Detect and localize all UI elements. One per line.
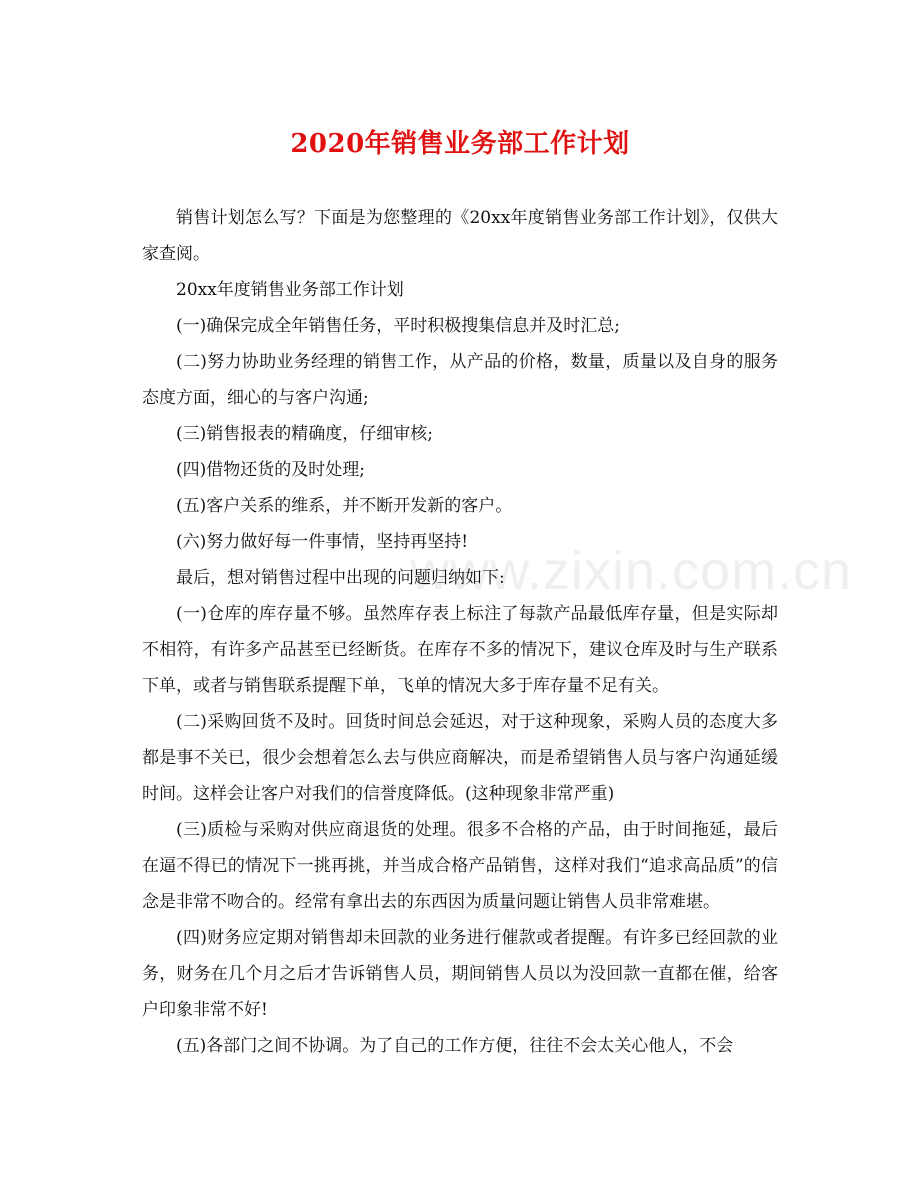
plan-item-1: (一)确保完成全年销售任务，平时积极搜集信息并及时汇总;	[176, 316, 620, 336]
document-title: 2020年销售业务部工作计划	[290, 129, 630, 159]
section-heading: 20xx年度销售业务部工作计划	[176, 280, 404, 300]
problem-item-4: (四)财务应定期对销售却未回款的业务进行催款或者提醒。有许多已经回款的业务，财务在几个月之后才告诉销售人员，期间销售人员以为没回款一直都在催，给客户印象非常不好!	[142, 928, 778, 1020]
document-body	[142, 200, 778, 1064]
plan-item-6: (六)努力做好每一件事情，坚持再坚持!	[176, 532, 469, 552]
problem-item-5: (五)各部门之间不协调。为了自己的工作方便，往往不会太关心他人，不会	[176, 1036, 734, 1056]
intro-paragraph: 销售计划怎么写？下面是为您整理的《20xx年度销售业务部工作计划》，仅供大家查阅。	[142, 208, 778, 264]
problem-item-3: (三)质检与采购对供应商退货的处理。很多不合格的产品，由于时间拖延，最后在逼不得已的情况下一挑再挑，并当成合格产品销售，这样对我们“追求高品质”的信念是非常不吻合的。经常有拿出去的东西因为质量问题让销售人员非常难堪。	[142, 820, 778, 912]
problem-item-1: (一)仓库的库存量不够。虽然库存表上标注了每款产品最低库存量，但是实际却不相符，有许多产品甚至已经断货。在库存不多的情况下，建议仓库及时与生产联系下单，或者与销售联系提醒下单，飞单的情况大多于库存量不足有关。	[142, 604, 778, 696]
plan-item-5: (五)客户关系的维系，并不断开发新的客户。	[176, 496, 513, 516]
plan-item-2: (二)努力协助业务经理的销售工作，从产品的价格，数量，质量以及自身的服务态度方面，细心的与客户沟通;	[142, 352, 778, 408]
watermark-text: www.zixin.com.cn	[410, 541, 853, 601]
plan-item-4: (四)借物还货的及时处理;	[176, 460, 365, 480]
problems-intro: 最后，想对销售过程中出现的问题归纳如下:	[176, 568, 505, 588]
plan-item-3: (三)销售报表的精确度，仔细审核;	[176, 424, 433, 444]
problem-item-2: (二)采购回货不及时。回货时间总会延迟，对于这种现象，采购人员的态度大多都是事不关已，很少会想着怎么去与供应商解决，而是希望销售人员与客户沟通延缓时间。这样会让客户对我们的信誉度降低。(这种现象非常严重)	[142, 712, 778, 804]
